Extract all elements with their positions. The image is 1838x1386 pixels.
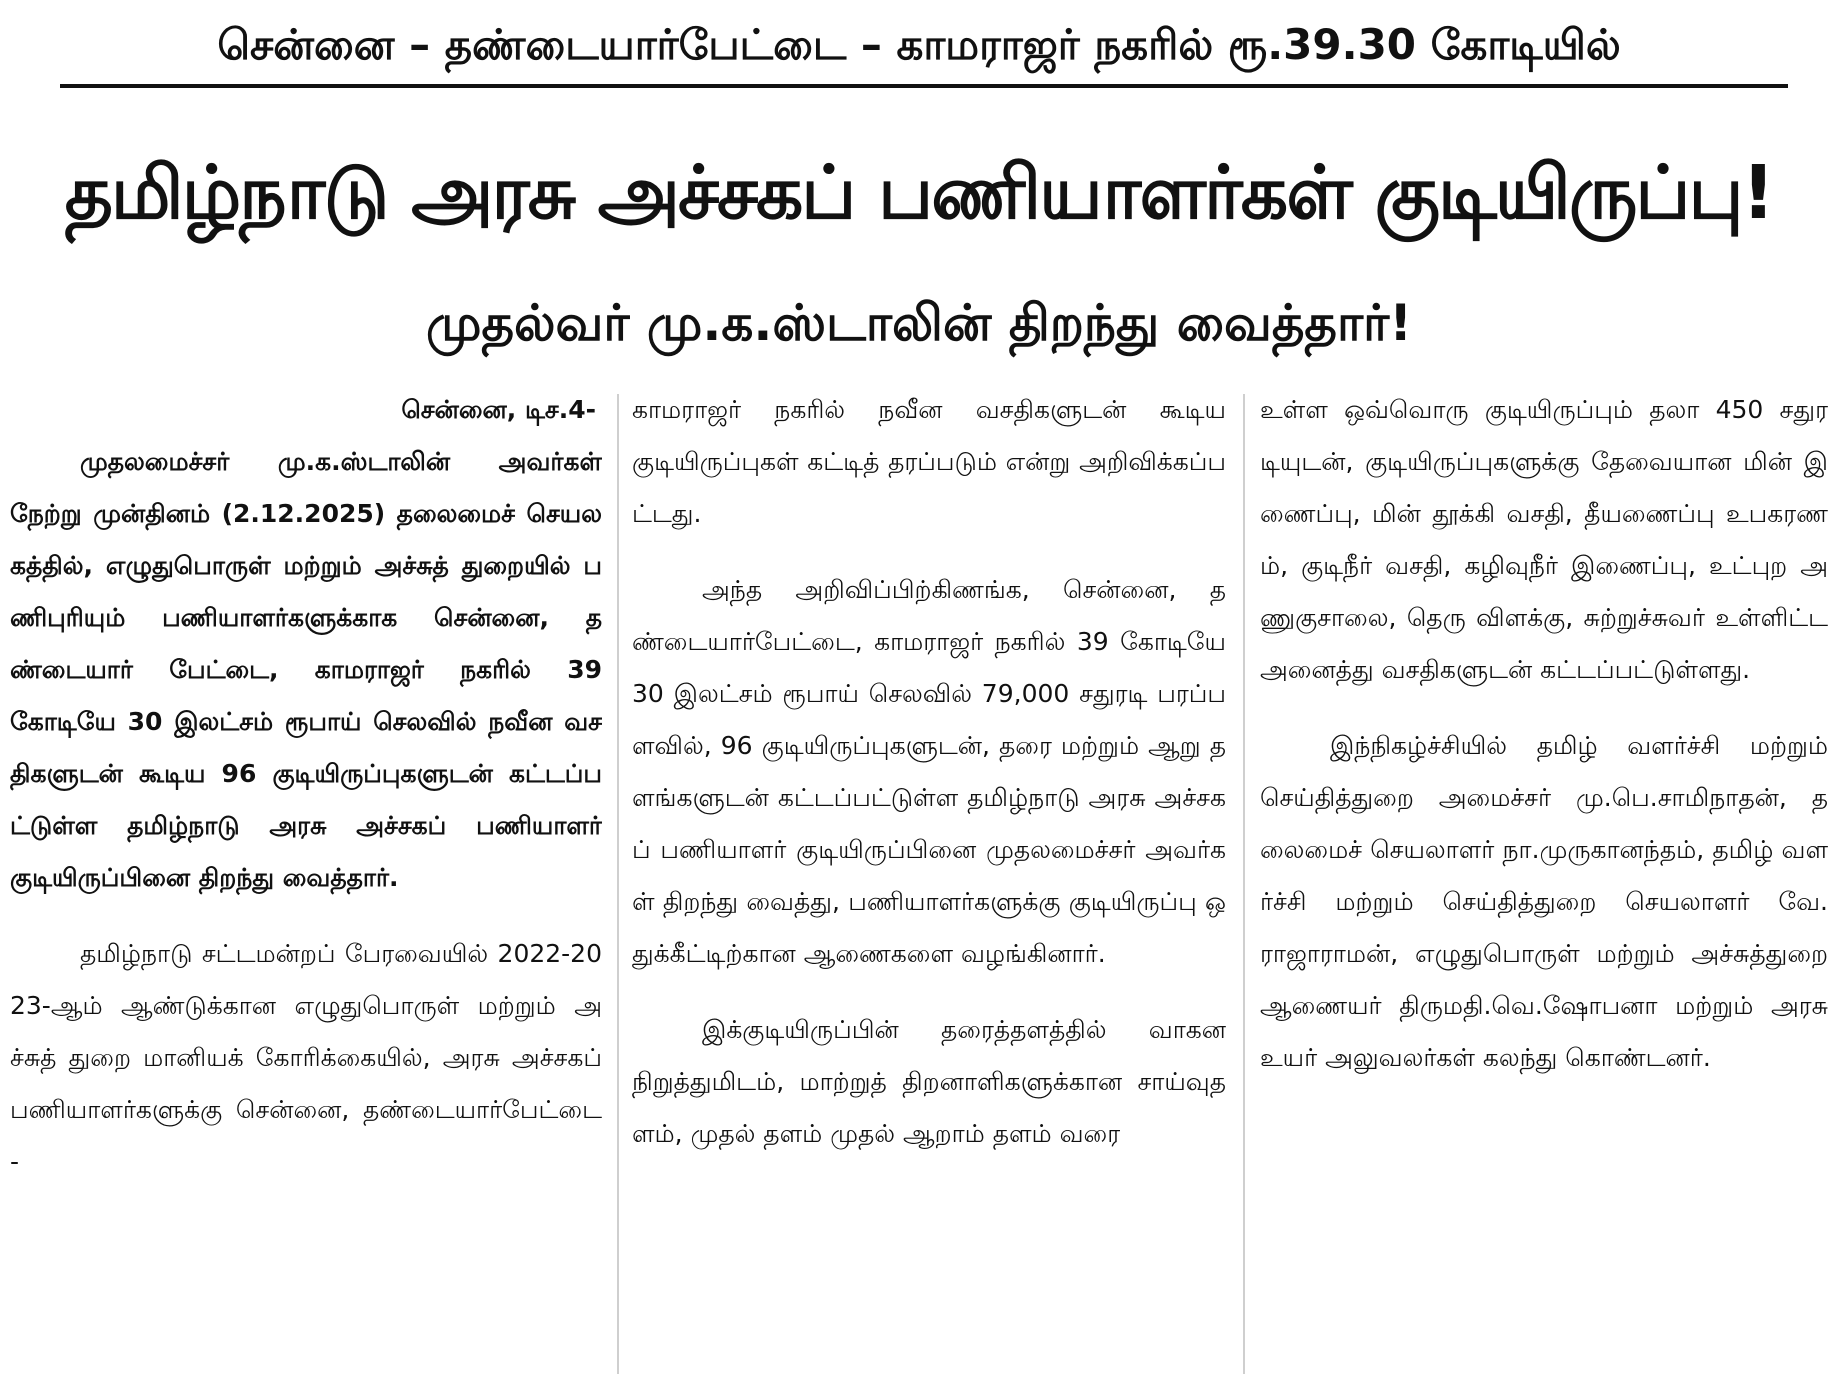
article-column-2: [632, 384, 1226, 1384]
article-paragraph: காமராஜர் நகரில் நவீன வசதிகளுடன் கூடிய குடியிருப்புகள் கட்டித் தரப்படும் என்று அறிவிக்கப்பட்டது.: [632, 395, 1226, 528]
article-body: [10, 384, 1828, 1384]
article-kicker: சென்னை – தண்டையார்பேட்டை – காமராஜர் நகரில் ரூ.39.30 கோடியில்: [217, 20, 1621, 69]
article-subhead: முதல்வர் மு.க.ஸ்டாலின் திறந்து வைத்தார்!: [425, 294, 1413, 352]
column-divider: [617, 394, 619, 1374]
article-paragraph: முதலமைச்சர் மு.க.ஸ்டாலின் அவர்கள் நேற்று முன்தினம் (2.12.2025) தலைமைச் செயலகத்தில், எழுதுபொருள் மற்றும் அச்சுத் துறையில் பணிபுரியும் பணியாளர்களுக்காக சென்னை, தண்டையார் பேட்டை, காமராஜர் நகரில் 39 கோடியே 30 இலட்சம் ரூபாய் செலவில் நவீன வசதிகளுடன் கூடிய 96 குடியிருப்புகளுடன் கட்டப்பட்டுள்ள தமிழ்நாடு அரசு அச்சகப் பணியாளர் குடியிருப்பினை திறந்து வைத்தார்.: [10, 447, 602, 892]
article-column-3: [1260, 384, 1828, 1384]
kicker-underline: [60, 84, 1788, 88]
column-divider: [1243, 394, 1245, 1374]
article-paragraph: உள்ள ஒவ்வொரு குடியிருப்பும் தலா 450 சதுரடியுடன், குடியிருப்புகளுக்கு தேவையான மின் இணைப்பு, மின் தூக்கி வசதி, தீயணைப்பு உபகரணம், குடிநீர் வசதி, கழிவுநீர் இணைப்பு, உட்புற அணுகுசாலை, தெரு விளக்கு, சுற்றுச்சுவர் உள்ளிட்ட அனைத்து வசதிகளுடன் கட்டப்பட்டுள்ளது.: [1260, 395, 1828, 684]
article-paragraph: இந்நிகழ்ச்சியில் தமிழ் வளர்ச்சி மற்றும் செய்தித்துறை அமைச்சர் மு.பெ.சாமிநாதன், தலைமைச் செயலாளர் நா.முருகானந்தம், தமிழ் வளர்ச்சி மற்றும் செய்தித்துறை செயலாளர் வே.ராஜாராமன், எழுதுபொருள் மற்றும் அச்சுத்துறை ஆணையர் திருமதி.வெ.ஷோபனா மற்றும் அரசு உயர் அலுவலர்கள் கலந்து கொண்டனர்.: [1260, 731, 1828, 1072]
article-paragraph: அந்த அறிவிப்பிற்கிணங்க, சென்னை, தண்டையார்பேட்டை, காமராஜர் நகரில் 39 கோடியே 30 இலட்சம் ரூபாய் செலவில் 79,000 சதுரடி பரப்பளவில், 96 குடியிருப்புகளுடன், தரை மற்றும் ஆறு தளங்களுடன் கட்டப்பட்டுள்ள தமிழ்நாடு அரசு அச்சகப் பணியாளர் குடியிருப்பினை முதலமைச்சர் அவர்கள் திறந்து வைத்து, பணியாளர்களுக்கு குடியிருப்பு ஒதுக்கீட்டிற்கான ஆணைகளை வழங்கினார்.: [632, 575, 1226, 968]
article-headline: தமிழ்நாடு அரசு அச்சகப் பணியாளர்கள் குடியிருப்பு!: [64, 150, 1774, 236]
article-paragraph: இக்குடியிருப்பின் தரைத்தளத்தில் வாகன நிறுத்துமிடம், மாற்றுத் திறனாளிகளுக்கான சாய்வுதளம், முதல் தளம் முதல் ஆறாம் தளம் வரை: [632, 1015, 1226, 1148]
article-column-1: [10, 384, 602, 1384]
article-dateline: சென்னை, டிச.4-: [401, 395, 596, 424]
article-paragraph: தமிழ்நாடு சட்டமன்றப் பேரவையில் 2022-2023-ஆம் ஆண்டுக்கான எழுதுபொருள் மற்றும் அச்சுத் துறை மானியக் கோரிக்கையில், அரசு அச்சகப் பணியாளர்களுக்கு சென்னை, தண்டையார்பேட்டை -: [10, 939, 602, 1176]
